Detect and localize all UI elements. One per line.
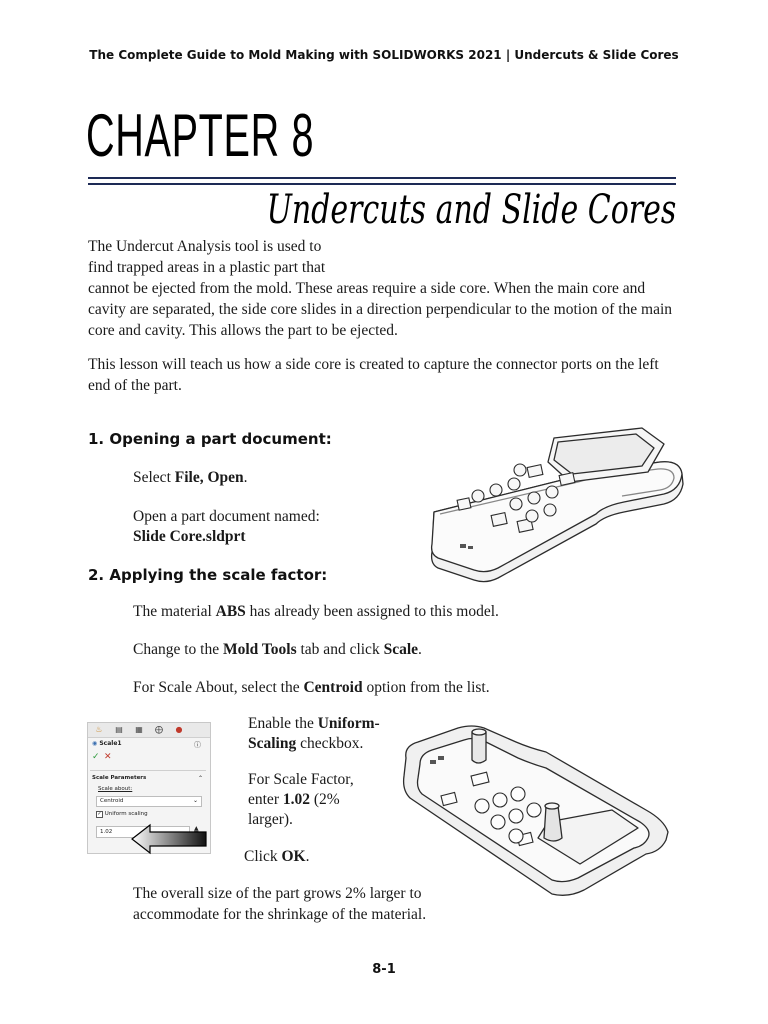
feature-manager-tab-icon[interactable]: ♨ <box>95 725 103 734</box>
intro-paragraph: cannot be ejected from the mold. These areas require a side core. When the main core and cavity are separated, the side core slides in a direction perpendicular to the motion of the main core and cavity. This allows the part to be ejected. <box>88 280 673 339</box>
title-rule-top <box>88 177 676 179</box>
scale-factor-text-3: larger). <box>248 811 293 828</box>
page-number: 8-1 <box>372 962 396 977</box>
panel-tabs <box>88 723 210 738</box>
scale-factor-text-2: enter 1.02 (2% <box>248 791 340 808</box>
scale-factor-input[interactable]: 1.02 <box>96 826 190 838</box>
mold-tools-text: Change to the Mold Tools tab and click Scale. <box>133 641 422 658</box>
open-document-text: Open a part document named: <box>133 508 320 525</box>
running-header: The Complete Guide to Mold Making with SOLIDWORKS 2021 | Undercuts & Slide Cores <box>89 48 679 62</box>
spin-arrows-icon[interactable]: ▲ <box>194 825 199 832</box>
scale-about-select[interactable]: Centroid ⌄ <box>96 796 202 807</box>
click-ok-text: Click OK. <box>244 848 310 865</box>
collapse-chevron-icon[interactable]: ⌃ <box>198 775 204 782</box>
material-text: The material ABS has already been assigned to this model. <box>133 603 499 620</box>
lesson-paragraph: This lesson will teach us how a side core is created to capture the connector ports on the left end of the part. <box>88 356 659 394</box>
part-model-image <box>428 404 690 586</box>
scale-about-label: Scale about: <box>98 786 133 792</box>
scale-parameters-heading: Scale Parameters <box>92 775 147 781</box>
part-model-underside-image <box>398 714 692 902</box>
select-file-open-text: Select File, Open. <box>133 469 248 486</box>
dropdown-chevron-icon: ⌄ <box>192 797 198 804</box>
appearance-tab-icon[interactable]: ● <box>175 725 183 734</box>
group-divider <box>90 770 206 771</box>
property-manager-tab-icon[interactable]: ▤ <box>115 725 123 734</box>
dimxpert-tab-icon[interactable]: ⨁ <box>155 725 163 734</box>
enable-uniform-text-2: Scaling checkbox. <box>248 735 364 752</box>
configuration-tab-icon[interactable]: ▦ <box>135 725 143 734</box>
section-1-heading: 1. Opening a part document: <box>88 430 332 448</box>
uniform-scaling-checkbox[interactable]: ✓ Uniform scaling <box>97 811 148 817</box>
scale-feature-title: ◉ Scale1 <box>92 740 122 747</box>
enable-uniform-text-1: Enable the Uniform- <box>248 715 380 732</box>
ok-button[interactable]: ✓ <box>92 752 100 762</box>
chapter-title: CHAPTER 8 <box>86 102 315 169</box>
chapter-subtitle: Undercuts and Slide Cores <box>266 187 676 233</box>
document-filename: Slide Core.sldprt <box>133 528 246 545</box>
callout-arrow-icon <box>130 822 208 856</box>
intro-line-1: The Undercut Analysis tool is used to <box>88 238 322 255</box>
scale-about-text: For Scale About, select the Centroid option from the list. <box>133 679 490 696</box>
intro-line-2: find trapped areas in a plastic part that <box>88 259 326 276</box>
help-icon[interactable]: ⓘ <box>194 741 201 749</box>
section-2-heading: 2. Applying the scale factor: <box>88 566 328 584</box>
scale-icon: ◉ <box>92 740 98 747</box>
cancel-button[interactable]: ✕ <box>104 752 112 762</box>
title-rule-bottom <box>88 183 676 185</box>
overall-size-text: The overall size of the part grows 2% larger to accommodate for the shrinkage of the material. <box>133 885 427 923</box>
scale-factor-text-1: For Scale Factor, <box>248 771 354 788</box>
